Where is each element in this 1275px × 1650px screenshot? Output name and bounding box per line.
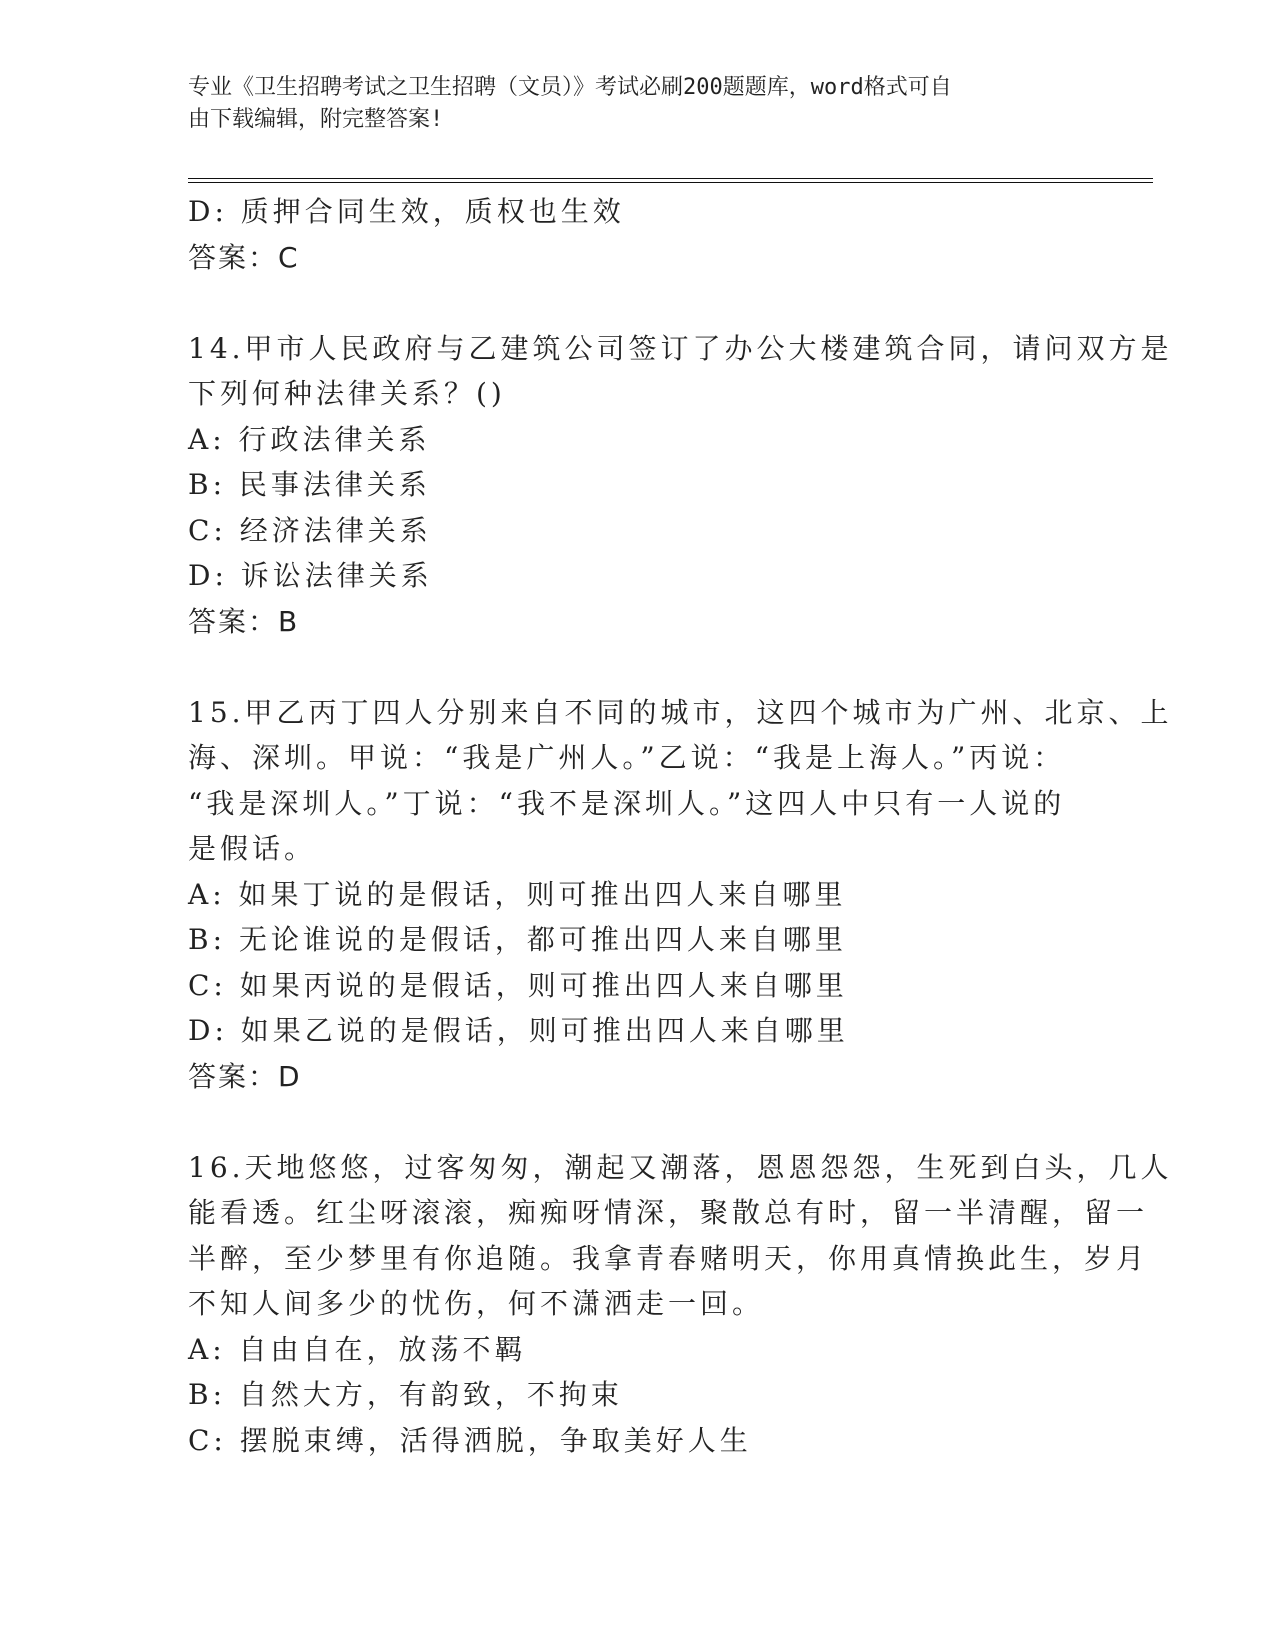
question-stem-line: 海、深圳。甲说：“我是广州人。”乙说：“我是上海人。”丙说： — [188, 741, 1066, 774]
question-stem-line: 15.甲乙丙丁四人分别来自不同的城市，这四个城市为广州、北京、上 — [188, 695, 1173, 729]
option-b: B: 民事法律关系 — [188, 468, 431, 501]
option-a: A: 自由自在，放荡不羁 — [188, 1332, 527, 1366]
spacer — [188, 280, 1088, 326]
question-list — [188, 189, 1173, 1463]
option-d: D: 如果乙说的是假话，则可推出四人来自哪里 — [188, 1014, 849, 1047]
spacer — [188, 1099, 1088, 1145]
header-divider-top — [188, 178, 1153, 179]
option-a: A: 行政法律关系 — [188, 422, 431, 456]
question-stem-line: 是假话。 — [188, 832, 317, 865]
question-13-tail — [188, 189, 1088, 280]
option-c: C: 如果丙说的是假话，则可推出四人来自哪里 — [188, 968, 848, 1002]
header-line-2: 由下载编辑，附完整答案! — [188, 107, 444, 132]
option-c: C: 摆脱束缚，活得洒脱，争取美好人生 — [188, 1423, 752, 1457]
option-d: D: 质押合同生效，质权也生效 — [188, 195, 625, 228]
option-c: C: 经济法律关系 — [188, 513, 432, 547]
answer-line: 答案：D — [188, 1059, 302, 1093]
question-15 — [188, 690, 1173, 1100]
answer-line: 答案：C — [188, 240, 300, 274]
header-line-1: 专业《卫生招聘考试之卫生招聘（文员）》考试必刷200题题库，word格式可自 — [188, 75, 952, 100]
answer-line: 答案：B — [188, 604, 300, 638]
option-a: A: 如果丁说的是假话，则可推出四人来自哪里 — [188, 877, 847, 911]
spacer — [188, 644, 1088, 690]
question-stem-line: 下列何种法律关系？() — [188, 377, 506, 410]
question-stem-line: 能看透。红尘呀滚滚，痴痴呀情深，聚散总有时，留一半清醒，留一 — [188, 1196, 1149, 1229]
question-16 — [188, 1145, 1173, 1464]
question-stem-line: 14.甲市人民政府与乙建筑公司签订了办公大楼建筑合同，请问双方是 — [188, 331, 1173, 365]
question-stem-line: “我是深圳人。”丁说：“我不是深圳人。”这四人中只有一人说的 — [188, 786, 1066, 820]
option-b: B: 无论谁说的是假话，都可推出四人来自哪里 — [188, 923, 847, 956]
question-stem-line: 半醉，至少梦里有你追随。我拿青春赌明天，你用真情换此生，岁月 — [188, 1241, 1149, 1275]
question-14 — [188, 326, 1173, 645]
option-b: B: 自然大方，有韵致，不拘束 — [188, 1378, 623, 1411]
header-divider-bottom — [188, 182, 1153, 183]
question-stem-line: 不知人间多少的忧伤，何不潇洒走一回。 — [188, 1287, 765, 1320]
option-d: D: 诉讼法律关系 — [188, 559, 433, 592]
document-header — [188, 72, 1078, 136]
question-stem-line: 16.天地悠悠，过客匆匆，潮起又潮落，恩恩怨怨，生死到白头，几人 — [188, 1150, 1173, 1184]
